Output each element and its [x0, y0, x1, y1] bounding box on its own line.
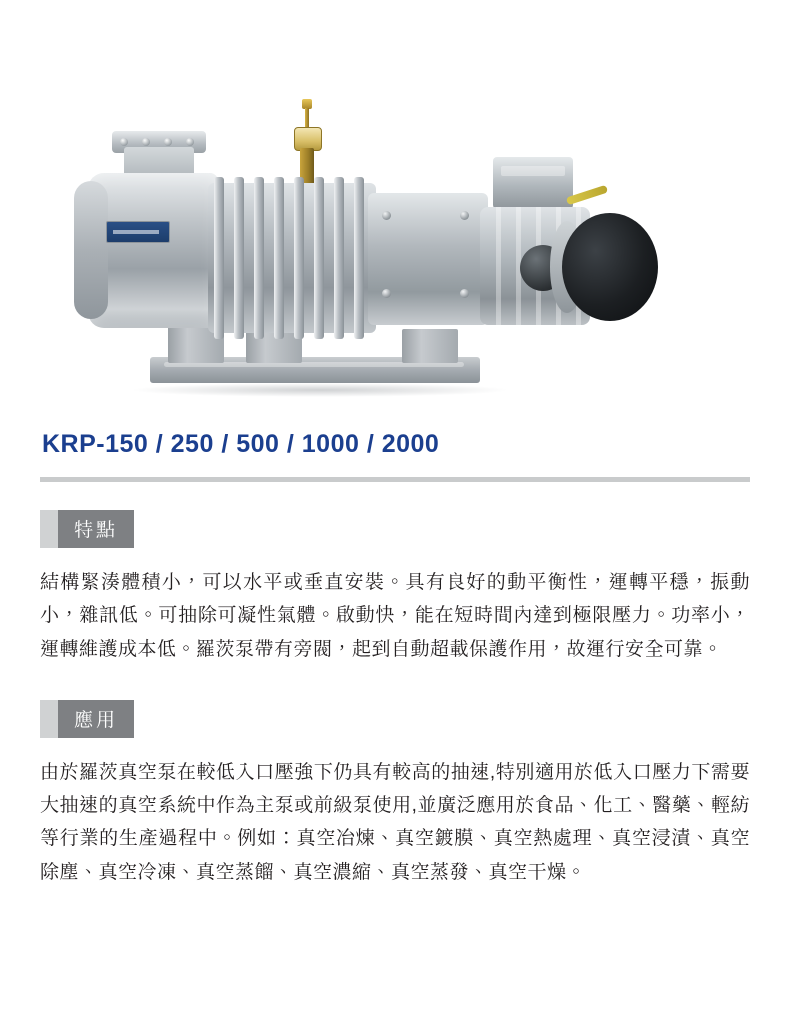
flange-bolt	[186, 138, 194, 146]
title-divider	[40, 477, 750, 482]
housing-bolt	[460, 289, 469, 298]
flange-bolt	[120, 138, 128, 146]
product-image	[40, 0, 750, 430]
fan-cowl	[562, 213, 658, 321]
cooling-fin	[274, 177, 284, 339]
section-body-applications: 由於羅茨真空泵在較低入口壓強下仍具有較高的抽速,特別適用於低入口壓力下需要大抽速的真空系統中作為主泵或前級泵使用,並廣泛應用於食品、化工、醫藥、輕紡等行業的生產過程中。例如：真空冶煉、真空鍍膜、真空熱處理、真空浸漬、真空除塵、真空冷凍、真空蒸餾、真空濃縮、真空蒸發、真空干燥。	[40, 761, 750, 883]
flange-bolt	[142, 138, 150, 146]
drop-shadow	[130, 383, 510, 397]
page-title: KRP-150 / 250 / 500 / 1000 / 2000	[42, 430, 440, 458]
section-heading-applications: 應用	[58, 700, 134, 738]
vacuum-pump-illustration	[50, 95, 670, 400]
motor-terminal-box	[493, 157, 573, 209]
nameplate-label	[106, 221, 170, 243]
cooling-fin	[214, 177, 224, 339]
pump-housing	[88, 173, 218, 328]
cooling-fin	[334, 177, 344, 339]
section-heading-features: 特點	[58, 510, 134, 548]
motor-rib	[496, 207, 501, 325]
housing-bolt	[460, 211, 469, 220]
cooling-fin	[314, 177, 324, 339]
cooling-fin	[294, 177, 304, 339]
flange-bolt	[164, 138, 172, 146]
oil-sight-glass	[294, 99, 320, 185]
section-applications	[40, 700, 750, 889]
gear-housing	[368, 193, 488, 325]
mounting-foot	[402, 329, 458, 363]
cooling-fin	[354, 177, 364, 339]
section-features	[40, 510, 750, 666]
cooling-fin	[234, 177, 244, 339]
section-body-features: 結構緊湊體積小，可以水平或垂直安裝。具有良好的動平衡性，運轉平穩，振動小，雜訊低。可抽除可凝性氣體。啟動快，能在短時間內達到極限壓力。功率小，運轉維護成本低。羅茨泵帶有旁閥，起到自動超載保護作用，故運行安全可靠。	[40, 572, 750, 660]
housing-bolt	[382, 211, 391, 220]
cooling-fin	[254, 177, 264, 339]
housing-bolt	[382, 289, 391, 298]
cooling-fin-body	[208, 183, 376, 333]
